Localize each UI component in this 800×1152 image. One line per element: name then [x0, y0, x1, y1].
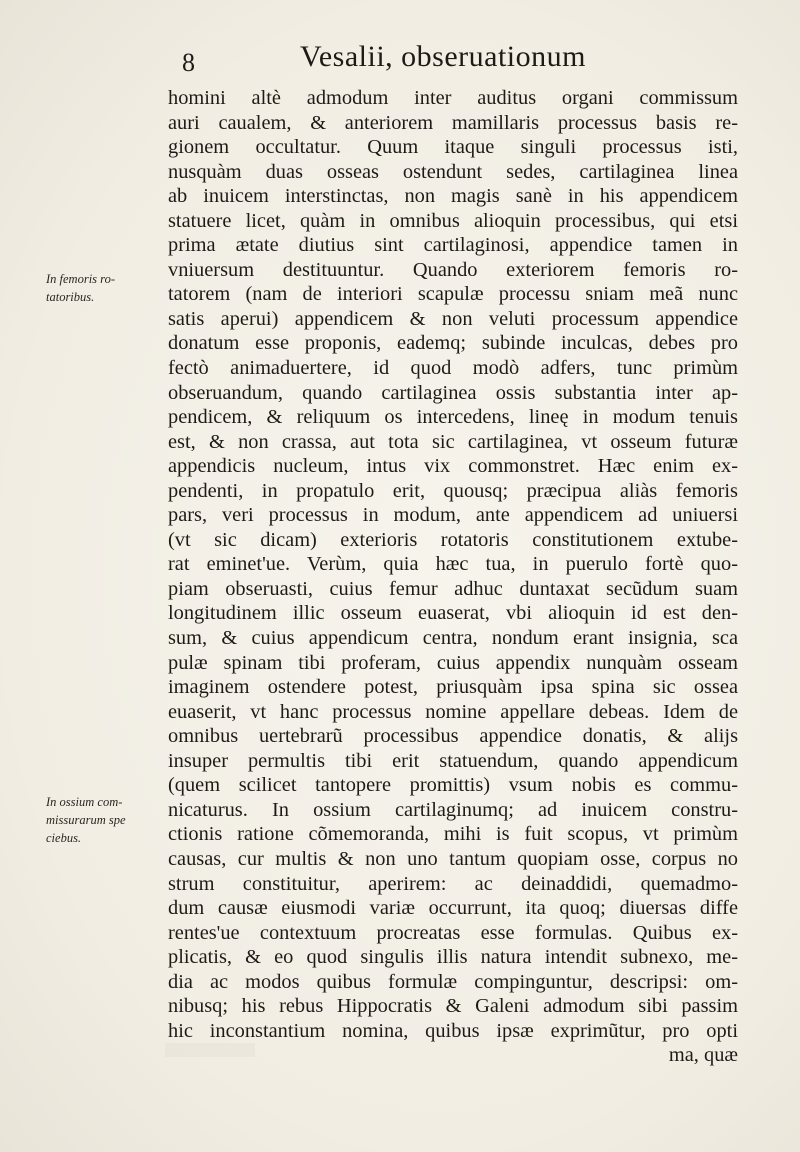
marginal-note-femoris	[46, 270, 162, 306]
text-line: omnibus uertebrarũ processibus appendice donatis, & alijs	[168, 725, 738, 748]
text-line: est, & non crassa, aut tota sic cartilaginea, vt osseum futuræ	[168, 430, 738, 453]
text-line: plicatis, & eo quod singulis illis natura intendit subnexo, me-	[168, 946, 738, 969]
text-line: pars, veri processus in modum, ante appendicem ad uniuersi	[168, 504, 738, 527]
text-line: hic inconstantium nomina, quibus ipsæ exprimũtur, pro opti	[168, 1019, 738, 1042]
text-line: nibusq; his rebus Hippocratis & Galeni admodum sibi passim	[168, 995, 738, 1018]
text-line: tatorem (nam de interiori scapulæ processu sniam meã nunc	[168, 283, 738, 306]
marginal-note-line: missurarum spe	[46, 813, 126, 827]
text-line: satis aperui) appendicem & non veluti processum appendice	[168, 307, 738, 330]
text-line: (quem scilicet tantopere promittis) vsum nobis es commu-	[168, 774, 738, 797]
marginal-note-ossium	[46, 793, 162, 847]
page-number: 8	[182, 48, 195, 77]
text-line: euaserit, vt hanc processus nomine appellare debeas. Idem de	[168, 700, 738, 723]
text-line: rentes'ue contextuum procreatas esse formulas. Quibus ex-	[168, 921, 738, 944]
text-line: pendicem, & reliquum os intercedens, lineę in modum tenuis	[168, 406, 738, 429]
text-line: sum, & cuius appendicum centra, nondum erant insignia, sca	[168, 627, 738, 650]
text-line: insuper permultis tibi erit statuendum, quando appendicum	[168, 749, 738, 772]
catchword: ma, quæ	[668, 1044, 738, 1067]
text-line: gionem occultatur. Quum itaque singuli processus isti,	[168, 136, 738, 159]
page-header	[170, 40, 730, 84]
text-line: pulæ spinam tibi proferam, cuius appendix nunquàm osseam	[168, 651, 738, 674]
text-line: ab inuicem interstinctas, non magis sanè in his appendicem	[168, 185, 738, 208]
text-line: ctionis ratione cõmemoranda, mihi is fuit scopus, vt primùm	[168, 823, 738, 846]
text-line: appendicis nucleum, intus vix commonstret. Hæc enim ex-	[168, 455, 738, 478]
text-line: nusquàm duas osseas ostendunt sedes, cartilaginea linea	[168, 160, 738, 183]
text-line: pendenti, in propatulo erit, quousq; præcipua aliàs femoris	[168, 479, 738, 502]
text-line: longitudinem illic osseum euaserat, vbi alioquin id est den-	[168, 602, 738, 625]
text-line: statuere licet, quàm in omnibus alioquin processibus, qui etsi	[168, 209, 738, 232]
text-line: piam obseruasti, cuius femur adhuc duntaxat secũdum suam	[168, 577, 738, 600]
text-line: causas, cur multis & non uno tantum quopiam osse, corpus no	[168, 847, 738, 870]
text-line: vniuersum destituuntur. Quando exteriorem femoris ro-	[168, 258, 738, 281]
text-line: fectò animaduertere, id quod modò adfers, tunc primùm	[168, 357, 738, 380]
text-line: dia ac modos quibus formulæ compinguntur, descripsi: om-	[168, 970, 738, 993]
text-line: prima ætate diutius sint cartilaginosi, appendice tamen in	[168, 234, 738, 257]
text-line: auri caualem, & anteriorem mamillaris processus basis re-	[168, 111, 738, 134]
text-line: (vt sic dicam) exterioris rotatoris constitutionem extube-	[168, 528, 738, 551]
marginal-note-line: In ossium com-	[46, 795, 123, 809]
text-line: donatum esse proponis, eademq; subinde inculcas, debes pro	[168, 332, 738, 355]
running-title: Vesalii, obseruationum	[300, 40, 586, 73]
text-line: nicaturus. In ossium cartilaginumq; ad inuicem constru-	[168, 798, 738, 821]
marginal-note-line: In femoris ro-	[46, 272, 115, 286]
faded-bleed-through	[165, 1043, 255, 1057]
text-line: homini altè admodum inter auditus organi commissum	[168, 87, 738, 109]
marginal-note-line: ciebus.	[46, 831, 82, 845]
main-text-block	[168, 86, 738, 1068]
text-line: dum causæ eiusmodi variæ occurrunt, ita quoq; diuersas diffe	[168, 897, 738, 920]
text-line: obseruandum, quando cartilaginea ossis substantia inter ap-	[168, 381, 738, 404]
text-line: strum constituitur, aperirem: ac deinaddidi, quemadmo-	[168, 872, 738, 895]
text-line: imaginem ostendere potest, priusquàm ipsa spina sic ossea	[168, 676, 738, 699]
marginal-note-line: tatoribus.	[46, 290, 95, 304]
text-line: rat eminet'ue. Verùm, quia hæc tua, in puerulo fortè quo-	[168, 553, 738, 576]
